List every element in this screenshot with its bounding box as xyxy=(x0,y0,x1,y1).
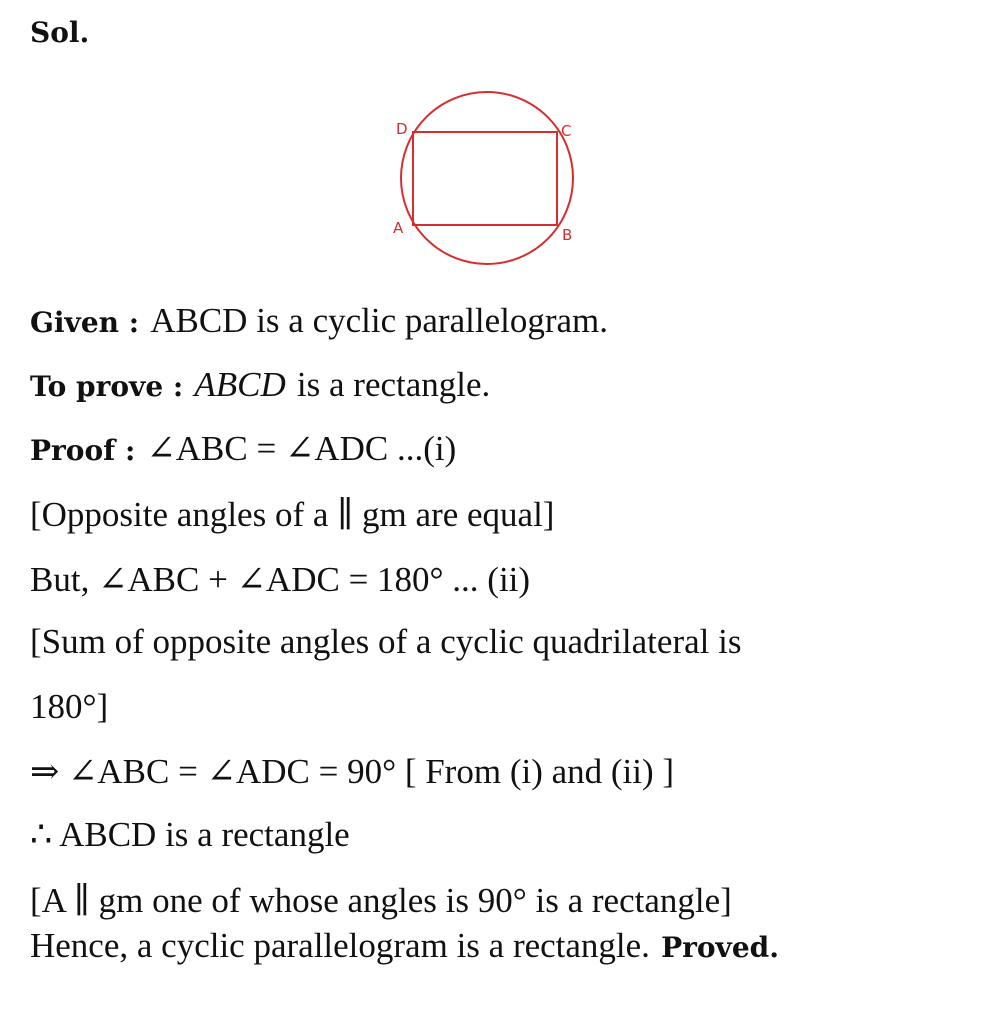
final-line xyxy=(30,926,779,968)
to-prove-math: ABCD xyxy=(194,365,286,404)
final-text: Hence, a cyclic parallelogram is a rectangle. xyxy=(30,926,650,965)
given-label: Given : xyxy=(30,306,140,339)
reason-2b: 180°] xyxy=(30,687,109,726)
given-line xyxy=(30,301,608,343)
reason-2a: [Sum of opposite angles of a cyclic quadrilateral is xyxy=(30,622,742,661)
reason-1: [Opposite angles of a ∥ gm are equal] xyxy=(30,495,555,534)
vertex-label-d: D xyxy=(396,120,408,138)
circumcircle xyxy=(401,92,573,264)
conclusion-line: ∴ ABCD is a rectangle xyxy=(30,815,350,854)
cyclic-parallelogram-figure xyxy=(380,80,600,280)
proof-step-1: ∠ABC = ∠ADC ...(i) xyxy=(146,429,457,468)
proof-label: Proof : xyxy=(30,434,136,467)
to-prove-line xyxy=(30,365,490,407)
to-prove-label: To prove : xyxy=(30,370,184,403)
vertex-label-b: B xyxy=(562,226,573,244)
proved-label: Proved. xyxy=(661,931,779,964)
reason-3: [A ∥ gm one of whose angles is 90° is a rectangle] xyxy=(30,881,732,920)
vertex-label-a: A xyxy=(393,219,404,237)
to-prove-text: is a rectangle. xyxy=(296,365,491,404)
proof-step-3: ⇒ ∠ABC = ∠ADC = 90° [ From (i) and (ii) ] xyxy=(30,752,675,791)
proof-line xyxy=(30,429,456,471)
given-text: ABCD is a cyclic parallelogram. xyxy=(150,301,608,340)
proof-step-2: But, ∠ABC + ∠ADC = 180° ... (ii) xyxy=(30,560,531,599)
rectangle-abcd xyxy=(413,132,557,225)
vertex-label-c: C xyxy=(561,122,572,140)
solution-heading: Sol. xyxy=(30,16,90,49)
